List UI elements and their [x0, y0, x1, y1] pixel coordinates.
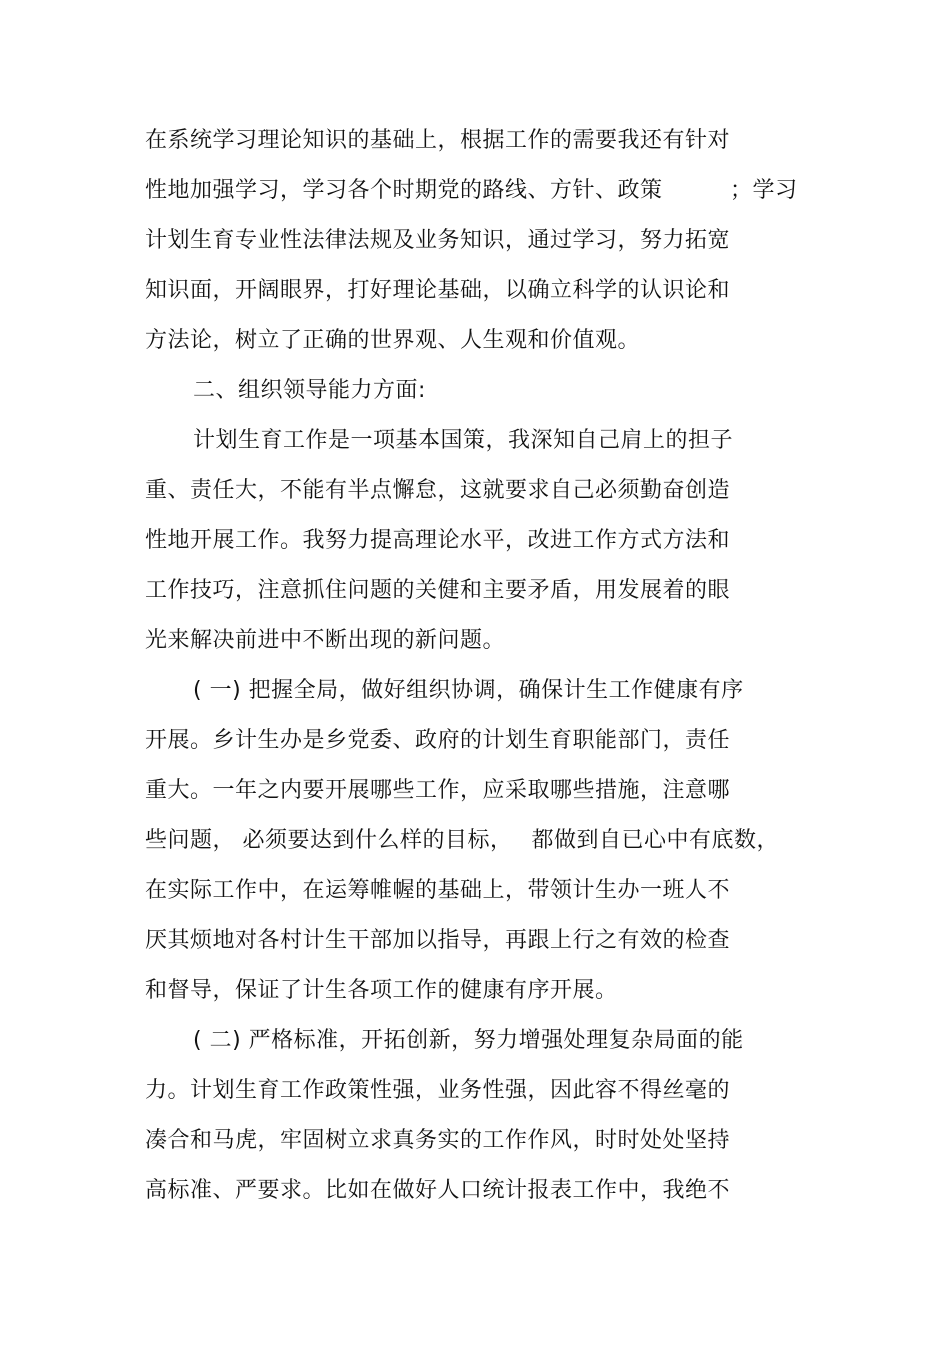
text-line: 性地开展工作。我努力提高理论水平，改进工作方式方法和 [145, 528, 731, 553]
text-line: 高标准、严要求。比如在做好人口统计报表工作中，我绝不 [145, 1178, 731, 1203]
text-line: 工作技巧，注意抓住问题的关健和主要矛盾，用发展着的眼 [145, 578, 731, 603]
subsection-line: ( 二) 严格标准，开拓创新，努力增强处理复杂局面的能 [193, 1028, 744, 1053]
text-line: 些问题， 必须要达到什么样的目标， 都做到自已心中有底数， [145, 828, 779, 853]
text-line: 知识面，开阔眼界，打好理论基础，以确立科学的认识论和 [145, 278, 731, 303]
subsection-line: ( 一) 把握全局，做好组织协调，确保计生工作健康有序 [193, 678, 744, 703]
text-line: 在实际工作中，在运筹帷幄的基础上，带领计生办一班人不 [145, 878, 731, 903]
text-line: 和督导，保证了计生各项工作的健康有序开展。 [145, 978, 618, 1003]
text-line: 重大。一年之内要开展哪些工作，应采取哪些措施，注意哪 [145, 778, 731, 803]
text-line: 方法论，树立了正确的世界观、人生观和价值观。 [145, 328, 641, 353]
text-line: 厌其烦地对各村计生干部加以指导，再跟上行之有效的检查 [145, 928, 731, 953]
text-line: 凑合和马虎，牢固树立求真务实的工作作风，时时处处坚持 [145, 1128, 731, 1153]
text-line: 性地加强学习，学习各个时期党的路线、方针、政策 ；学习 [145, 178, 798, 203]
text-line: 光来解决前进中不断出现的新问题。 [145, 628, 506, 653]
text-line: 重、责任大，不能有半点懈怠，这就要求自己必须勤奋创造 [145, 478, 731, 503]
text-line: 计划生育工作是一项基本国策，我深知自己肩上的担子 [193, 428, 734, 453]
section-heading: 二、组织领导能力方面: [193, 378, 426, 403]
text-line: 开展。乡计生办是乡党委、政府的计划生育职能部门，责任 [145, 728, 731, 753]
text-line: 计划生育专业性法律法规及业务知识，通过学习，努力拓宽 [145, 228, 731, 253]
text-line: 在系统学习理论知识的基础上，根据工作的需要我还有针对 [145, 128, 731, 153]
text-line: 力。计划生育工作政策性强，业务性强，因此容不得丝毫的 [145, 1078, 731, 1103]
